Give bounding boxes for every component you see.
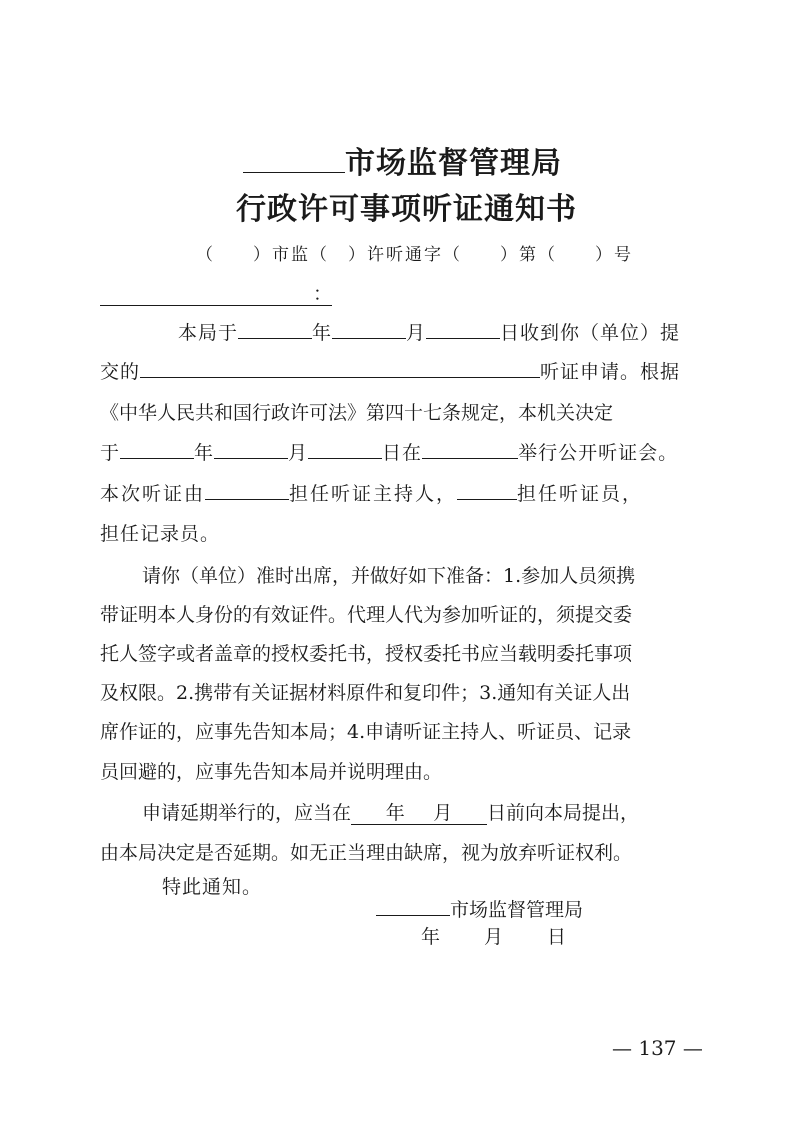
day-label: 日 [547, 926, 567, 948]
month-label: 月 [433, 802, 453, 824]
title-suffix: 市场监督管理局 [345, 146, 562, 181]
para3-line2: 由本局决定是否延期。如无正当理由缺席，视为放弃听证权利。 [100, 842, 633, 864]
bureau-name-blank [376, 895, 450, 916]
para2-line3: 托人签字或者盖章的授权委托书，授权委托书应当载明委托事项 [100, 643, 633, 665]
blank-day [426, 318, 500, 339]
signature-bureau-suffix: 市场监督管理局 [450, 899, 584, 921]
blank-year [238, 318, 312, 339]
blank-day [308, 438, 382, 459]
para1-line5 [100, 479, 643, 506]
para2-line4: 及权限。2.携带有关证据材料原件和复印件；3.通知有关证人出 [100, 682, 631, 704]
text: 于 [100, 442, 121, 464]
page-number: — 137 — [612, 1036, 703, 1060]
signature-bureau [376, 895, 583, 922]
text: 年 [312, 322, 333, 344]
blank-deadline [351, 803, 487, 825]
para1-line1 [178, 318, 680, 345]
text: 年 [194, 442, 215, 464]
text: 日收到你（单位）提 [500, 322, 681, 344]
closing: 特此通知。 [162, 876, 263, 898]
para1-line6: 担任记录员。 [100, 523, 221, 545]
blank-application [140, 357, 540, 378]
para2-line2: 带证明本人身份的有效证件。代理人代为参加听证的，须提交委 [100, 604, 633, 626]
blank-year [120, 438, 194, 459]
para3-line1 [142, 798, 639, 825]
month-label: 月 [484, 926, 504, 948]
text: 听证申请。根据 [540, 361, 681, 383]
para1-line2 [100, 357, 680, 384]
text: 月 [406, 322, 427, 344]
blank-location [422, 438, 518, 459]
para2-line5: 席作证的，应事先告知本局；4.申请听证主持人、听证员、记录 [100, 721, 632, 743]
document-number: （ ）市监（ ）许听通字（ ）第（ ）号 [196, 245, 633, 265]
text: 本次听证由 [100, 483, 206, 505]
text: 本局于 [178, 322, 239, 344]
text: 交的 [100, 361, 141, 383]
year-label: 年 [421, 926, 441, 948]
addressee-blank [100, 284, 332, 306]
title-line-2: 行政许可事项听证通知书 [236, 192, 577, 227]
text: 举行公开听证会。 [518, 442, 679, 464]
title-line-1 [243, 138, 562, 182]
signature-date [421, 922, 566, 949]
text: 担任听证主持人， [289, 483, 458, 505]
blank-month [214, 438, 288, 459]
text: 日在 [382, 442, 423, 464]
blank-host [205, 479, 289, 500]
text: 担任听证员， [517, 483, 644, 505]
year-label: 年 [385, 802, 405, 824]
addressee-colon: ： [312, 283, 332, 305]
text: 申请延期举行的，应当在 [142, 802, 352, 824]
para2-line6: 员回避的，应事先告知本局并说明理由。 [100, 761, 443, 783]
blank-month [332, 318, 406, 339]
addressee-line [100, 283, 332, 306]
para2-line1: 请你（单位）准时出席，并做好如下准备：1.参加人员须携 [142, 565, 636, 587]
blank-hearing-officer [457, 479, 517, 500]
para1-line4 [100, 438, 678, 465]
bureau-name-blank [243, 146, 345, 173]
text: 日前向本局提出， [487, 802, 640, 824]
text: 月 [288, 442, 309, 464]
para1-line3: 《中华人民共和国行政许可法》第四十七条规定，本机关决定 [100, 402, 614, 424]
